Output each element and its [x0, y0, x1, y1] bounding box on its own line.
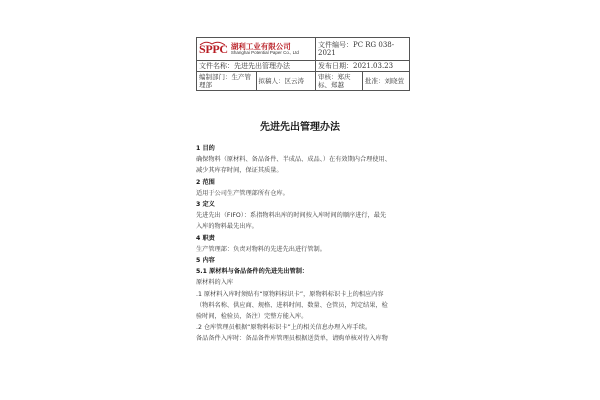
body-line: .1 原材料入库时须贴有“原物料标识卡”，原物料标识卡上的相应内容 — [196, 290, 384, 298]
body-line: 生产管理部：负责对物料的先进先出进行管制。 — [196, 245, 326, 253]
body-line: （物料名称、供应商、规格、进料时间、数量、仓管员，判定结果，检 — [196, 301, 388, 309]
reviewer-cell: 审核：郑庆标、郑越 — [316, 72, 363, 91]
body-line: 适用于公司生产管理部所有仓库。 — [196, 189, 289, 197]
section-heading: 3 定义 — [196, 201, 215, 209]
section-heading: 5 内容 — [196, 257, 215, 265]
document-body — [196, 143, 416, 345]
section-heading: 4 职责 — [196, 234, 215, 242]
body-line: 验时间，检验员，备注）完整方能入库。 — [196, 313, 308, 321]
dept-cell: 编制部门：生产管理部 — [197, 72, 257, 91]
body-line: .2 仓库管理员根据“原物料标识卡”上的相关信息办理入库手续。 — [196, 324, 372, 332]
file-name: 文件名称：先进先出管理办法 — [197, 61, 316, 72]
body-line: 确保物料（原材料、备品备件、半成品、成品、）在有效期内合理使用、 — [196, 156, 391, 164]
document-header-table — [196, 37, 410, 91]
body-line: 原材料的入库 — [196, 279, 234, 287]
logo-cell — [197, 38, 316, 61]
company-name-en: Shanghai Potential Paper Co., Ltd — [230, 50, 299, 55]
body-line: 入库的物料最先出库。 — [196, 223, 258, 231]
approver-cell: 批准：刘晓萱 — [362, 72, 409, 91]
body-line: 先进先出（FIFO）：系指物料出库的时间按入库时间的顺序进行，最先 — [196, 212, 387, 220]
document-title: 先进先出管理办法 — [260, 122, 340, 133]
section-heading: 2 范围 — [196, 178, 215, 186]
drafter-cell: 拟稿人：区云涛 — [256, 72, 316, 91]
body-line: 备品备件入库时：备品备件库管理员根据送货单，请购单核对待入库物 — [196, 335, 388, 343]
section-heading: 5.1 原材料与备品备件的先进先出管制： — [196, 268, 309, 276]
release-date: 发布日期：2021.03.23 — [316, 61, 410, 72]
section-heading: 1 目的 — [196, 145, 215, 152]
company-logo: SPPC — [199, 42, 228, 56]
doc-number: 文件编号：PC RG 038-2021 — [316, 38, 410, 61]
body-line: 减少其库存时间，保证其质量。 — [196, 167, 283, 175]
company-name-cn: 湖利工业有限公司 — [230, 42, 291, 51]
